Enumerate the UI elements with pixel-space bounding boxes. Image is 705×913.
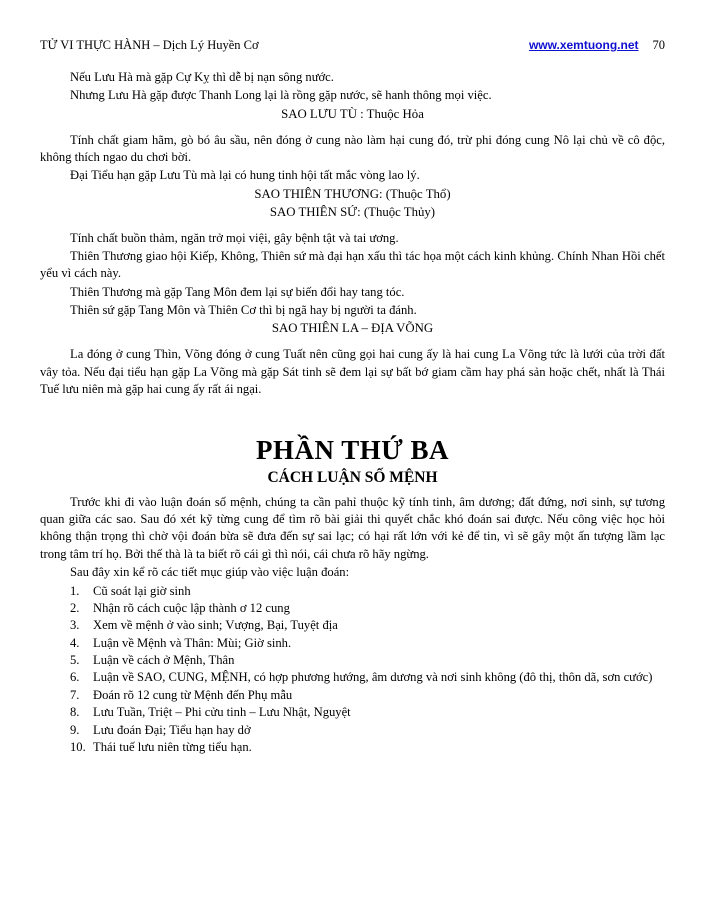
list-item-label: Luận về cách ở Mệnh, Thân	[93, 653, 235, 668]
list-item-label: Nhận rõ cách cuộc lập thành ơ 12 cung	[93, 600, 290, 615]
list-item	[40, 635, 665, 652]
list-item-number: 2.	[70, 600, 80, 615]
list-item	[40, 652, 665, 669]
section-3-para-1: La đóng ở cung Thìn, Võng đóng ở cung Tuất nên cũng gọi hai cung ấy là hai cung La Võng tức là lưới của trời đất vây tỏa. Nếu đại tiểu hạn gặp La Võng mà gặp Sát tinh sẽ đem lại sự bất bớ giam cầm hay phá sản hoặc chết, nhất là Thái Tuế lưu niên mà gặp hai cung ấy rất ái ngại.	[40, 347, 665, 397]
part-subtitle: CÁCH LUẬN SỐ MỆNH	[267, 468, 438, 486]
list-item-label: Đoán rõ 12 cung từ Mệnh đến Phụ mẫu	[93, 687, 293, 702]
list-item	[40, 722, 665, 739]
list-item-number: 5.	[70, 653, 80, 668]
page-number: 70	[652, 38, 665, 52]
header-right-group	[529, 38, 665, 53]
list-item	[40, 687, 665, 704]
list-item	[40, 583, 665, 600]
list-item-label: Xem về mệnh ở vào sinh; Vượng, Bại, Tuyệt địa	[93, 618, 338, 633]
section-2-para-3: Thiên Thương mà gặp Tang Môn đem lại sự biến đổi hay tang tóc.	[70, 284, 405, 299]
intro-line-1: Nếu Lưu Hà mà gặp Cự Kỵ thì dễ bị nạn sông nước.	[70, 70, 334, 84]
list-item	[40, 600, 665, 617]
list-item-label: Thái tuế lưu niên từng tiểu hạn.	[93, 739, 252, 754]
part-title: PHẦN THỨ BA	[255, 434, 449, 465]
section-1-para-2: Đại Tiểu hạn gặp Lưu Tù mà lại có hung tinh hội tất mắc vòng lao lý.	[70, 168, 420, 183]
list-item-number: 6.	[70, 670, 80, 685]
section-2-para-2: Thiên Thương giao hội Kiếp, Không, Thiên sứ mà đại hạn xấu thì tác họa một cách kinh khủng. Chính Nhan Hồi chết yểu vì cách này.	[40, 248, 665, 281]
section-heading-thien-thuong: SAO THIÊN THƯƠNG: (Thuộc Thổ)	[254, 186, 451, 201]
list-item-label: Lưu Tuần, Triệt – Phi cửu tinh – Lưu Nhật, Nguyệt	[93, 705, 351, 720]
list-item-label: Luận về SAO, CUNG, MỆNH, có hợp phương hướng, âm dương và nơi sinh không (đô thị, thôn dã, sơn cước)	[93, 670, 653, 685]
list-item-number: 3.	[70, 618, 80, 633]
list-item	[40, 704, 665, 721]
list-item-number: 7.	[70, 687, 80, 702]
section-1-para-1: Tính chất giam hãm, gò bó âu sầu, nên đóng ở cung nào làm hại cung đó, trừ phi đóng cung Nô lại chủ về cô độc, không thích ngao du chơi bời.	[40, 132, 665, 165]
list-item-number: 1.	[70, 583, 80, 598]
page-header	[40, 38, 665, 53]
part-para-1: Trước khi đi vào luận đoán số mệnh, chúng ta cần pahỉ thuộc kỹ tính tinh, âm dương; đất đứng, nơi sinh, sự tương quan giữa các sao. Sau đó xét kỹ từng cung để tìm rõ bài giải thi quyết chắc khó đoán sai được. Nếu công việc học hỏi không thận trọng thì chờ vội đoán bừa sẽ đưa đến sự sai lạc; có hại rất lớn với kẻ để tin, vì sẽ gây một ấn tượng lầm lạc trong tâm trí họ. Bởi thế thà là ta biết rõ cái gì thì nói, cái chưa rõ hãy ngừng.	[40, 494, 665, 561]
section-2-para-4: Thiên sứ gặp Tang Môn và Thiên Cơ thì bị ngã hay bị người ta đánh.	[70, 303, 417, 318]
website-link[interactable]: www.xemtuong.net	[528, 38, 639, 52]
section-2-para-1: Tính chất buồn thảm, ngăn trở mọi việi, gây bệnh tật và tai ương.	[70, 230, 399, 245]
list-item	[40, 617, 665, 634]
section-heading-luu-tu: SAO LƯU TÙ : Thuộc Hỏa	[281, 106, 424, 121]
list-item	[40, 669, 665, 686]
header-title: TỬ VI THỰC HÀNH – Dịch Lý Huyền Cơ	[40, 38, 259, 52]
list-item	[40, 739, 665, 756]
list-item-number: 10.	[70, 739, 86, 754]
section-heading-thien-su: SAO THIÊN SỨ: (Thuộc Thủy)	[269, 204, 436, 219]
list-item-label: Cũ soát lại giờ sinh	[93, 583, 191, 598]
topic-list	[40, 583, 665, 757]
intro-line-2: Nhưng Lưu Hà gặp được Thanh Long lại là rồng gặp nước, sẽ hanh thông mọi việc.	[70, 88, 492, 103]
section-heading-thien-la-dia-vong: SAO THIÊN LA – ĐỊA VÕNG	[271, 321, 434, 336]
part-para-2: Sau đây xin kể rõ các tiết mục giúp vào việc luận đoán:	[70, 565, 350, 580]
list-item-label: Lưu đoán Đại; Tiểu hạn hay dở	[93, 722, 251, 737]
list-item-label: Luận về Mệnh và Thân: Mùi; Giờ sinh.	[93, 635, 292, 650]
list-item-number: 8.	[70, 705, 80, 720]
list-item-number: 9.	[70, 722, 80, 737]
list-item-number: 4.	[70, 635, 80, 650]
